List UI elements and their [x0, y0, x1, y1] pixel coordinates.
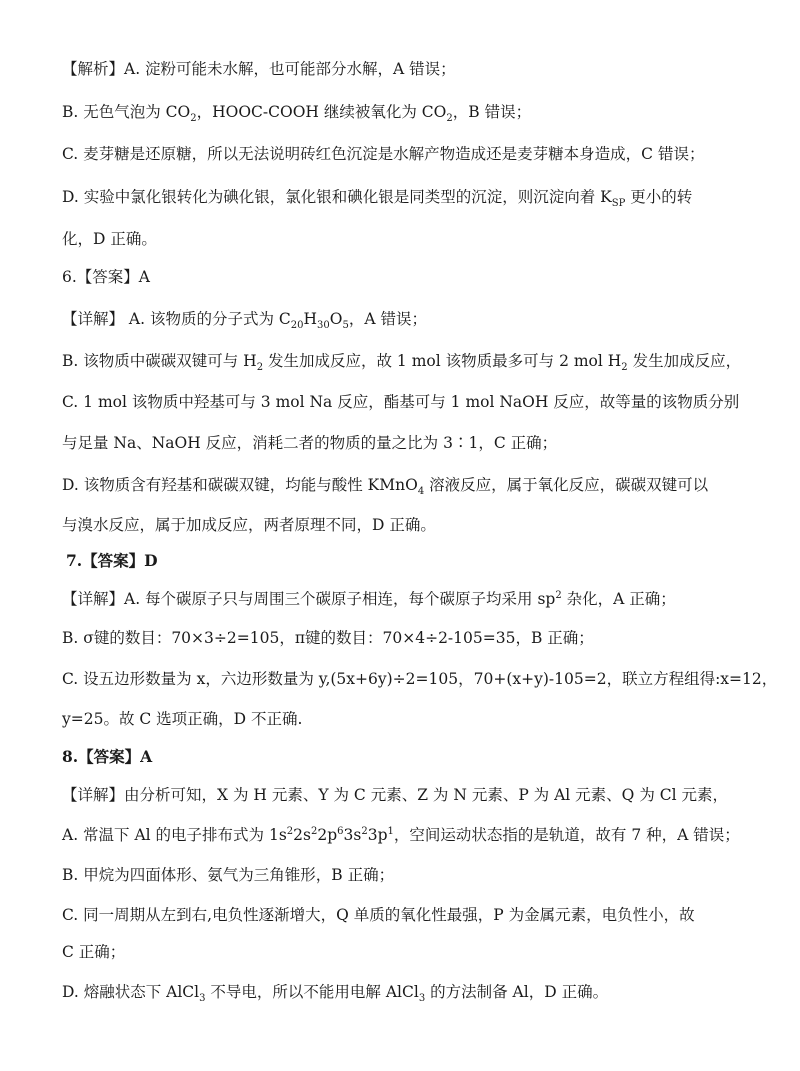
text-line: C. 同一周期从左到右,电负性逐渐增大，Q 单质的氧化性最强，P 为金属元素，电负性小，故	[62, 906, 695, 924]
text-line: y=25。故 C 选项正确，D 不正确.	[62, 710, 303, 728]
text-line: B. 无色气泡为 $CO_2$，HOOC-COOH 继续被氧化为 $CO_2$，B 错误；	[62, 103, 532, 125]
text-line: 与足量 Na、NaOH 反应，消耗二者的物质的量之比为 3∶1，C 正确；	[62, 434, 558, 452]
text-line: D. 实验中氯化银转化为碘化银，氯化银和碘化银是同类型的沉淀，则沉淀向着 $K_{SP}$ 更小的转	[62, 188, 693, 210]
text-line: 【解析】A. 淀粉可能未水解，也可能部分水解，A 错误；	[62, 60, 456, 78]
text-line: 【详解】由分析可知，X 为 H 元素、Y 为 C 元素、Z 为 N 元素、P 为 Al 元素、Q 为 Cl 元素，	[62, 786, 728, 804]
text-line: A. 常温下 Al 的电子排布式为 $1s^22s^22p^63s^23p^1$，空间运动状态指的是轨道，故有 7 种，A 错误；	[62, 825, 740, 844]
text-line: D. 该物质含有羟基和碳碳双键，均能与酸性 KMnO$_4$ 溶液反应，属于氧化反应，碳碳双键可以	[62, 476, 709, 498]
text-line: D. 熔融状态下 AlCl$_3$ 不导电，所以不能用电解 AlCl$_3$ 的方法制备 Al，D 正确。	[62, 983, 609, 1005]
text-line: C. 麦芽糖是还原糖，所以无法说明砖红色沉淀是水解产物造成还是麦芽糖本身造成，C 错误；	[62, 145, 705, 163]
answer-heading: 8.【答案】A	[62, 747, 153, 766]
text-line: 化，D 正确。	[62, 230, 157, 248]
text-line: B. 甲烷为四面体形、氨气为三角锥形，B 正确；	[62, 866, 395, 884]
text-line: 【详解】 A. 该物质的分子式为 $C_{20}H_{30}O_5$，A 错误；	[62, 310, 427, 332]
text-line: C. 1 mol 该物质中羟基可与 3 mol Na 反应，酯基可与 1 mol NaOH 反应，故等量的该物质分别	[62, 393, 740, 411]
text-line: 【详解】A. 每个碳原子只与周围三个碳原子相连，每个碳原子均采用 $sp^2$ 杂化，A 正确；	[62, 589, 676, 608]
text-line: C. 设五边形数量为 x，六边形数量为 y,(5x+6y)÷2=105，70+(x+y)-105=2，联立方程组得:x=12，	[62, 670, 778, 688]
text-line: B. σ键的数目：70×3÷2=105，π键的数目：70×4÷2-105=35，B 正确；	[62, 629, 594, 647]
text-line: B. 该物质中碳碳双键可与 $H_2$ 发生加成反应，故 1 mol 该物质最多可与 2 mol $H_2$ 发生加成反应，	[62, 352, 742, 374]
text-line: 与溴水反应，属于加成反应，两者原理不同，D 正确。	[62, 516, 436, 534]
text-line: C 正确；	[62, 943, 126, 961]
answer-heading: 6.【答案】A	[62, 268, 150, 286]
answer-heading: 7.【答案】D	[66, 551, 158, 570]
